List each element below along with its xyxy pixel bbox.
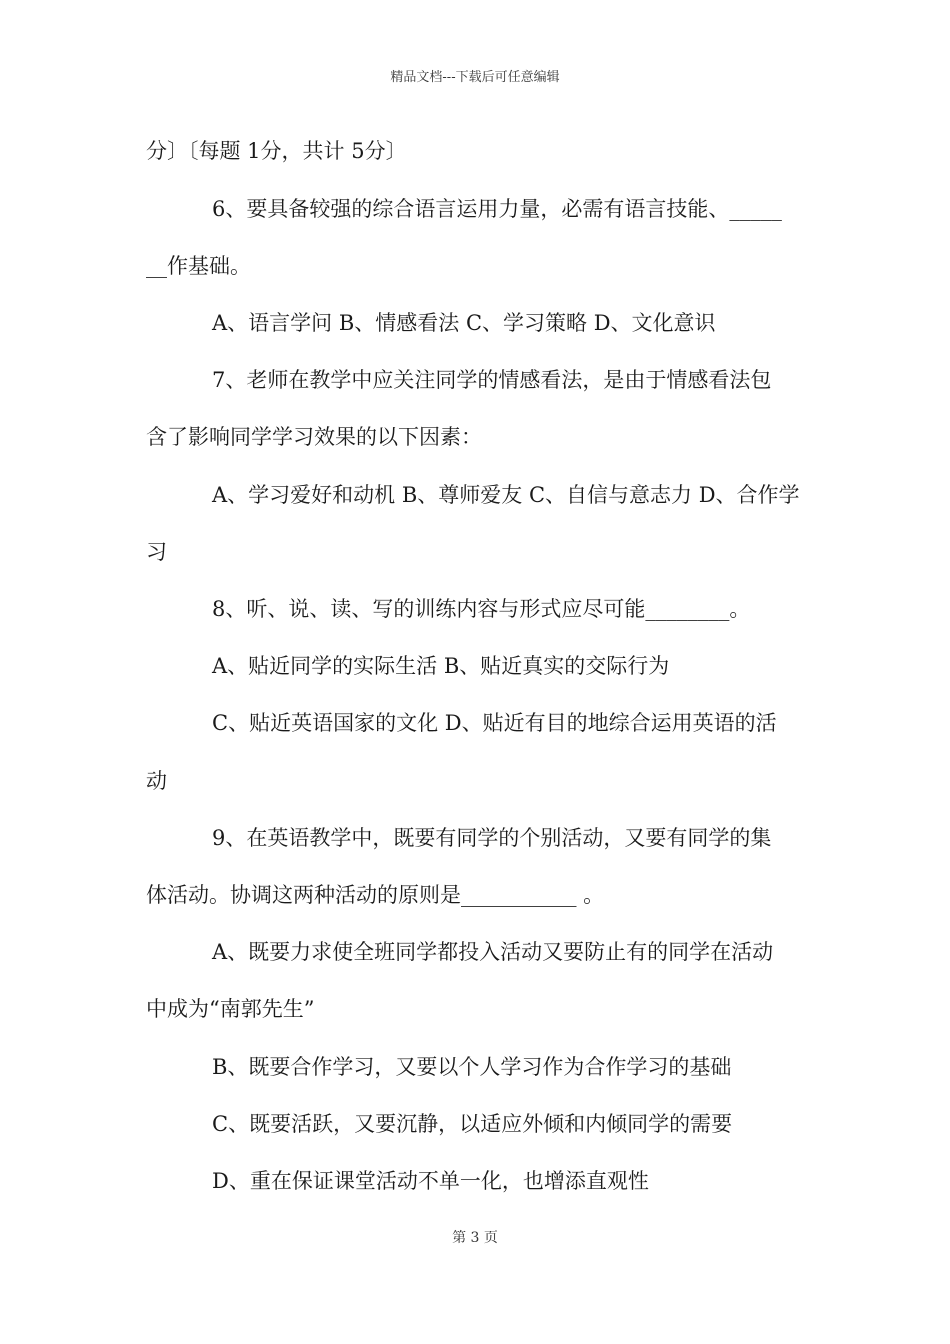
question-7-options: A、学习爱好和动机 B、尊师爱友 C、自信与意志力 D、合作学 [212, 483, 800, 507]
text-line: __作基础。 [146, 254, 251, 278]
question-9-line: 9、在英语教学中，既要有同学的个别活动，又要有同学的集 [212, 826, 772, 850]
question-8-line: 8、听、说、读、写的训练内容与形式应尽可能________。 [212, 597, 751, 621]
question-6-options: A、语言学问 B、情感看法 C、学习策略 D、文化意识 [212, 311, 716, 335]
text-line: 分〕〔每题 1分，共计 5分〕 [146, 139, 407, 163]
text-line: 含了影响同学学习效果的以下因素： [146, 425, 482, 449]
text-line: 中成为“南郭先生” [146, 997, 315, 1021]
text-line: 体活动。协调这两种活动的原则是___________ 。 [146, 883, 605, 907]
question-9-option-c: C、既要活跃，又要沉静，以适应外倾和内倾同学的需要 [212, 1112, 733, 1136]
text-line: 动 [146, 769, 167, 793]
question-8-options: A、贴近同学的实际生活 B、贴近真实的交际行为 [212, 654, 670, 678]
page-number: 第 3 页 [452, 1230, 498, 1246]
text-line: 习 [146, 540, 167, 564]
question-7-line: 7、老师在教学中应关注同学的情感看法，是由于情感看法包 [212, 368, 772, 392]
question-9-option-b: B、既要合作学习，又要以个人学习作为合作学习的基础 [212, 1055, 732, 1079]
question-8-options: C、贴近英语国家的文化 D、贴近有目的地综合运用英语的活 [212, 711, 777, 735]
page-header: 精品文档---下载后可任意编辑 [390, 70, 560, 85]
question-9-option-a: A、既要力求使全班同学都投入活动又要防止有的同学在活动 [212, 940, 774, 964]
question-9-option-d: D、重在保证课堂活动不单一化，也增添直观性 [212, 1169, 649, 1193]
question-6-line: 6、要具备较强的综合语言运用力量，必需有语言技能、_____ [212, 197, 782, 221]
